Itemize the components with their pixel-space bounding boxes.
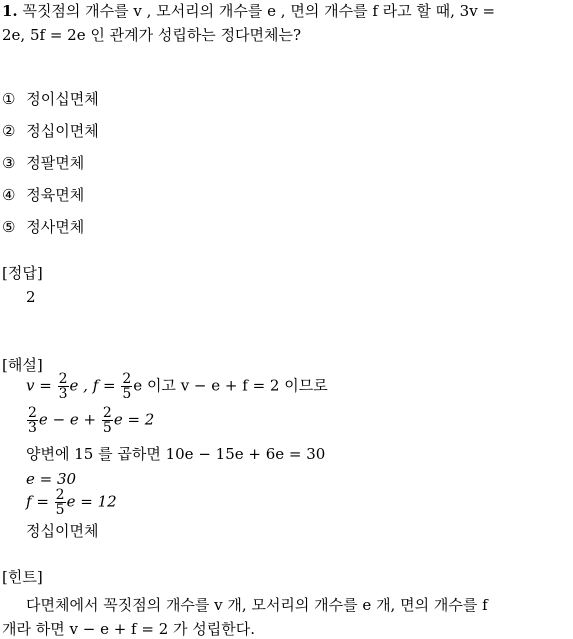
choice-3[interactable]: [2, 152, 84, 173]
fraction: $\frac{2}{5}$: [102, 405, 112, 436]
choice-mark: ③: [2, 154, 16, 172]
problem-line-2: 2e, 5f = 2e 인 관계가 성립하는 정다면체는?: [2, 26, 302, 44]
choice-5[interactable]: [2, 216, 84, 237]
choice-text: 정이십면체: [26, 90, 99, 108]
expr: v =: [26, 376, 52, 395]
expr: e = 2: [113, 410, 155, 429]
expr: f =: [26, 492, 49, 511]
expr: e 이고 v − e + f = 2 이므로: [133, 376, 328, 395]
choice-text: 정육면체: [26, 186, 85, 204]
problem-statement: [2, 0, 495, 21]
answer-label: [정답]: [2, 264, 43, 282]
solution-line-1: [26, 372, 328, 401]
hint-line-2: 개라 하면 v − e + f = 2 가 성립한다.: [2, 620, 256, 638]
hint-label: [힌트]: [2, 568, 43, 586]
solution-line-6: 정십이면체: [26, 522, 99, 540]
choice-1[interactable]: [2, 88, 99, 109]
answer-value: 2: [26, 288, 36, 306]
fraction: $\frac{2}{5}$: [122, 371, 132, 402]
solution-line-2: [26, 406, 154, 435]
fraction: $\frac{2}{5}$: [55, 487, 65, 518]
solution-line-3: 양변에 15 를 곱하면 10e − 15e + 6e = 30: [26, 445, 326, 463]
problem-number: 1.: [2, 2, 18, 20]
problem-line-1: 꼭짓점의 개수를 v , 모서리의 개수를 e , 면의 개수를 f 라고 할 때, 3v =: [22, 2, 496, 20]
fraction: $\frac{2}{3}$: [28, 405, 37, 436]
solution-label: [해설]: [2, 356, 43, 374]
solution-line-4: e = 30: [26, 470, 77, 488]
hint-line-1: 다면체에서 꼭짓점의 개수를 v 개, 모서리의 개수를 e 개, 면의 개수를 f: [26, 596, 488, 614]
choice-text: 정팔면체: [26, 154, 85, 172]
choice-4[interactable]: [2, 184, 84, 205]
choice-text: 정십이면체: [26, 122, 99, 140]
choice-mark: ⑤: [2, 218, 16, 236]
expr: e , f =: [69, 376, 116, 395]
choice-mark: ②: [2, 122, 16, 140]
solution-line-5: [26, 488, 117, 517]
choice-mark: ①: [2, 90, 16, 108]
choice-2[interactable]: [2, 120, 99, 141]
problem-statement-cont: [2, 24, 301, 45]
choice-mark: ④: [2, 186, 16, 204]
fraction: $\frac{2}{3}$: [58, 371, 68, 402]
expr: e = 12: [66, 492, 117, 511]
choice-text: 정사면체: [26, 218, 85, 236]
expr: e − e +: [38, 410, 97, 429]
